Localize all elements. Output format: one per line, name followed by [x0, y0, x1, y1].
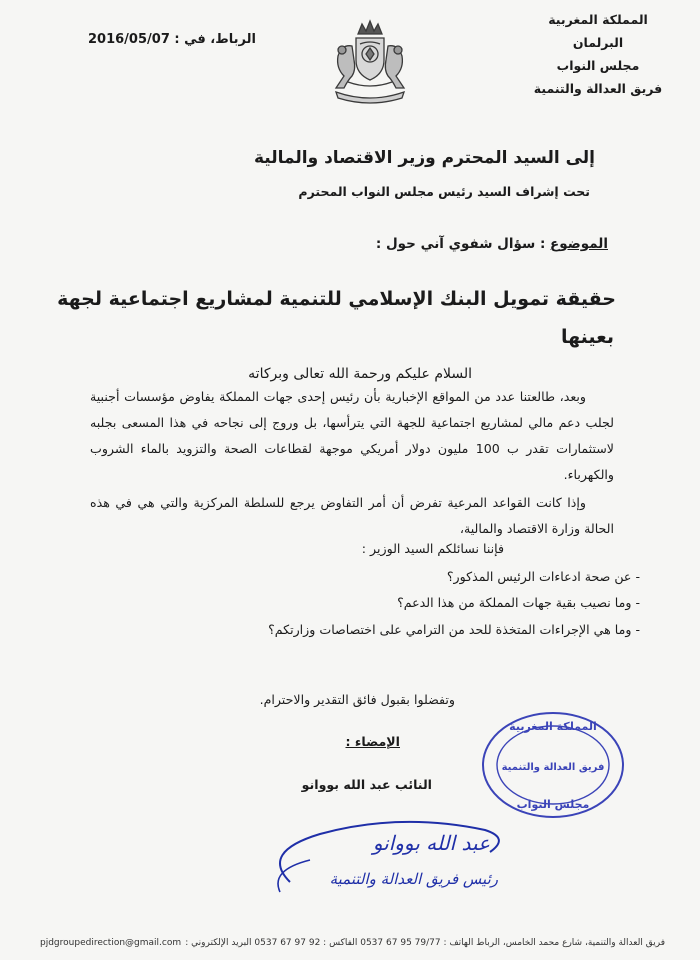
official-stamp	[478, 708, 628, 823]
question-item: - عن صحة ادعاءات الرئيس المذكور؟	[446, 569, 640, 584]
question-item: - وما نصيب بقية جهات المملكة من هذا الدعم؟	[397, 595, 640, 610]
organization-header	[518, 8, 678, 100]
royal-emblem-icon	[322, 16, 418, 104]
signature-handwritten-title: رئيس فريق العدالة والتنمية	[329, 870, 498, 888]
footer-email: pjdgroupedirection@gmail.com	[40, 938, 182, 948]
place-date: الرباط، في : 2016/05/07	[88, 32, 256, 47]
stamp-line-group: فريق العدالة والتنمية	[501, 762, 605, 773]
stamp-line-house: مجلس النواب	[516, 798, 590, 811]
handwritten-signature	[250, 812, 510, 912]
org-line-parliament: البرلمان	[572, 35, 624, 50]
subject-line	[288, 236, 608, 252]
subject-label: الموضوع	[550, 236, 608, 252]
subject-text: : سؤال شفوي آني حول :	[375, 236, 546, 252]
body-paragraph-1: وبعد، طالعتنا عدد من المواقع الإخبارية بأن رئيس إحدى جهات المملكة يفاوض مؤسسات أجنبية لجلب دعم مالي لمشاريع اجتماعية للجهة التي يترأسها، بل وروج إلى نجاحه في هذا المسعى بجلبه لاستثمارات تقدر ب 100 مليون دولار أمريكي موجهة لقطاعات الصحة والتزويد بالماء الشروب والكهرباء.	[90, 389, 614, 482]
org-line-house: مجلس النواب	[556, 58, 640, 73]
body-paragraph-2: وإذا كانت القواعد المرعية تفرض أن أمر التفاوض يرجع للسلطة المركزية والتي هي في هذه الحالة وزارة الاقتصاد والمالية،	[90, 495, 614, 536]
stamp-line-kingdom: المملكة المغربية	[509, 720, 597, 733]
closing-line: وتفضلوا بقبول فائق التقدير والاحترام.	[259, 692, 455, 707]
org-line-kingdom: المملكة المغربية	[548, 12, 648, 27]
question-title-line-2: بعينها	[560, 326, 614, 348]
greeting: السلام عليكم ورحمة الله تعالى وبركاته	[248, 366, 472, 382]
signer-name: النائب عبد الله بووانو	[301, 777, 432, 792]
addressee-line: إلى السيد المحترم وزير الاقتصاد والمالية	[253, 148, 595, 168]
questions-intro: فإننا نسائلكم السيد الوزير :	[361, 541, 504, 556]
question-title-line-1: حقيقة تمويل البنك الإسلامي للتنمية لمشاريع اجتماعية لجهة	[57, 288, 616, 310]
org-line-group: فريق العدالة والتنمية	[533, 81, 663, 96]
addressee-via-line: تحت إشراف السيد رئيس مجلس النواب المحترم	[298, 184, 590, 199]
footer-address: فريق العدالة والتنمية، شارع محمد الخامس، الرباط الهاتف : 79/77 95 67 0537 الفاكس : 92 97 67 0537 البريد الإلكتروني :	[185, 938, 665, 948]
signature-handwritten-name: عبد الله بووانو	[372, 831, 490, 855]
question-item: - وما هي الإجراءات المتخذة للحد من الترامي على اختصاصات وزارتكم؟	[268, 622, 640, 637]
signature-label: الإمضاء :	[345, 734, 400, 749]
